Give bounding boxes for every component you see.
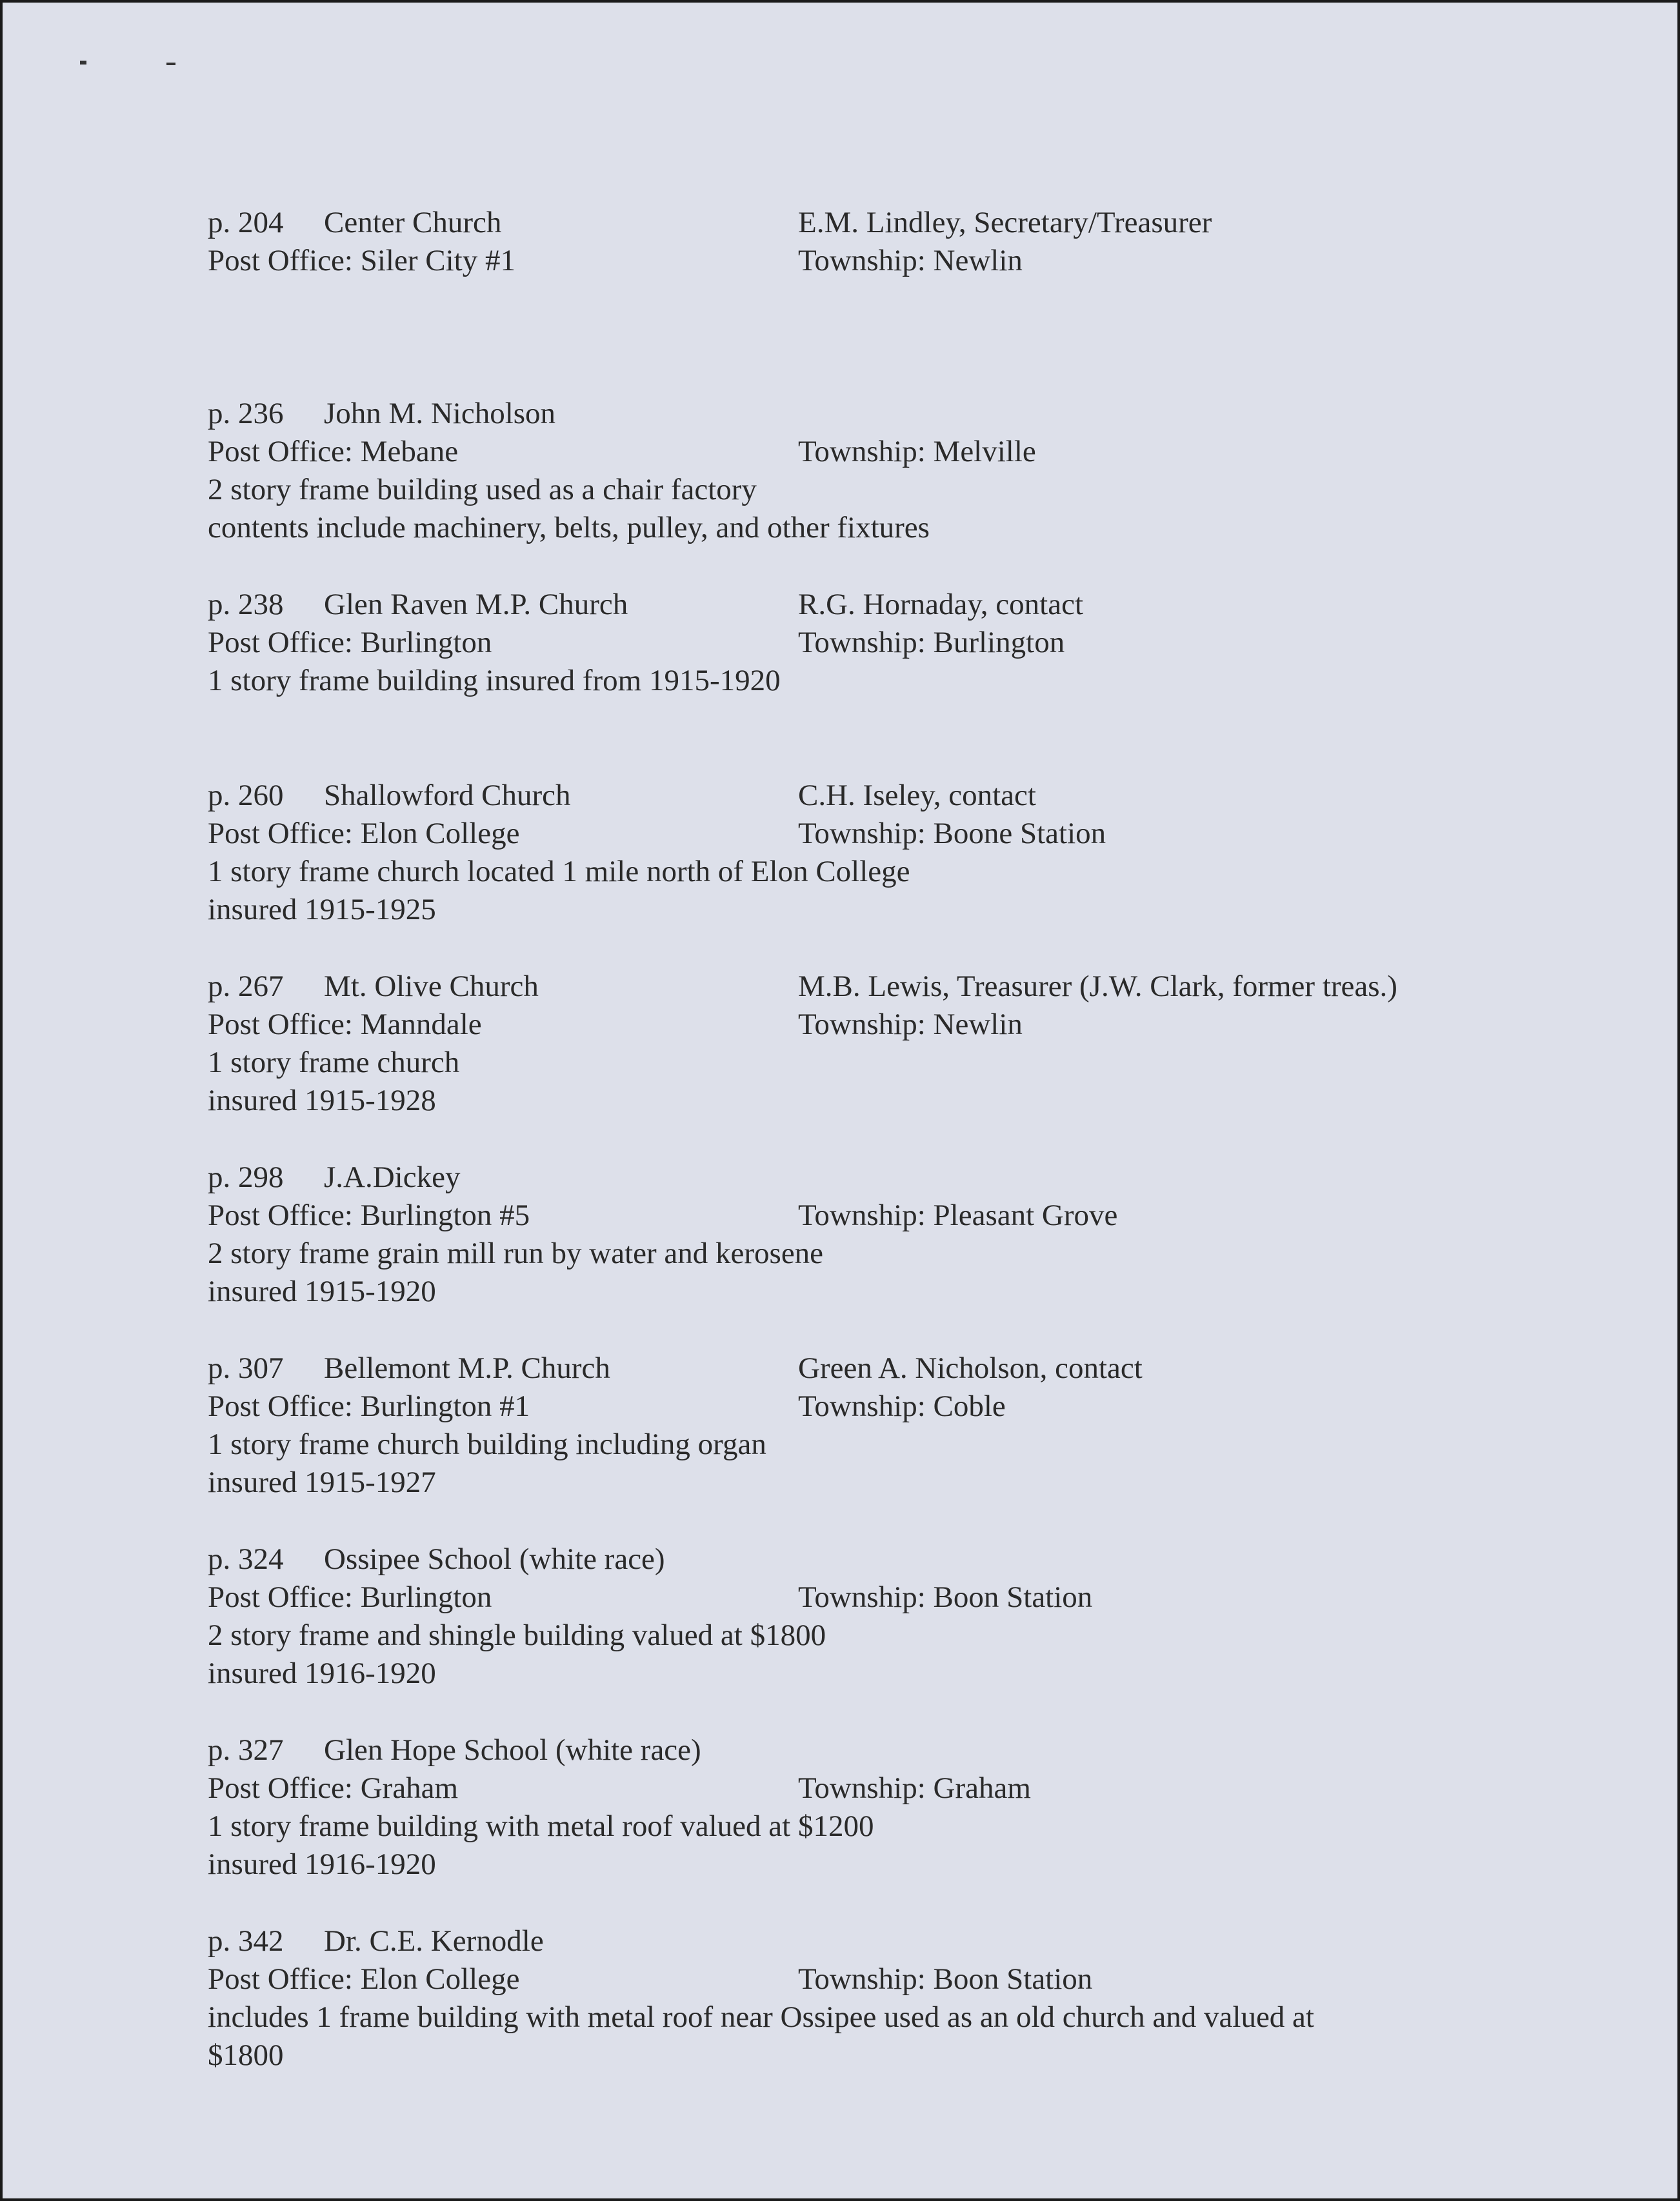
entry-header <box>208 586 1640 624</box>
entry-note: 1 story frame church building including organ <box>208 1428 766 1461</box>
entry-location <box>208 1960 1640 1998</box>
entry-note: insured 1916-1920 <box>208 1847 436 1881</box>
scan-mark <box>166 63 175 65</box>
entry <box>208 204 1640 395</box>
entry-note: 2 story frame and shingle building valued at $1800 <box>208 1618 826 1652</box>
entry-note: insured 1916-1920 <box>208 1657 436 1690</box>
township: Township: Coble <box>798 1389 1006 1423</box>
township: Township: Melville <box>798 435 1036 468</box>
township: Township: Boone Station <box>798 817 1106 850</box>
entry-location <box>208 815 1640 853</box>
entry-location <box>208 1769 1640 1808</box>
page-number: p. 324 <box>208 1542 284 1576</box>
entry-header <box>208 1159 1640 1197</box>
entry-note: insured 1915-1920 <box>208 1275 436 1308</box>
entry-contact: R.G. Hornaday, contact <box>798 588 1084 621</box>
township: Township: Newlin <box>798 1008 1023 1041</box>
entry-note: 2 story frame grain mill run by water and kerosene <box>208 1237 824 1270</box>
post-office: Post Office: Burlington <box>208 1580 492 1614</box>
post-office: Post Office: Mebane <box>208 435 459 468</box>
entry-name: John M. Nicholson <box>324 397 556 430</box>
entry-location <box>208 624 1640 662</box>
entry-name: J.A.Dickey <box>324 1160 461 1194</box>
entry-name: Dr. C.E. Kernodle <box>324 1924 544 1958</box>
entry-name: Mt. Olive Church <box>324 970 539 1003</box>
post-office: Post Office: Burlington #1 <box>208 1389 530 1423</box>
entry-note: 1 story frame church located 1 mile north of Elon College <box>208 855 910 888</box>
page-number: p. 307 <box>208 1351 284 1385</box>
entry-header <box>208 395 1640 433</box>
entry <box>208 1922 1640 2113</box>
entry-header <box>208 204 1640 242</box>
post-office: Post Office: Graham <box>208 1771 459 1805</box>
entry <box>208 777 1640 968</box>
scan-mark <box>80 61 86 65</box>
page-number: p. 327 <box>208 1733 284 1767</box>
page-number: p. 298 <box>208 1160 284 1194</box>
entry-note: includes 1 frame building with metal roof near Ossipee used as an old church and valued at <box>208 2000 1314 2034</box>
entry <box>208 1349 1640 1540</box>
page-number: p. 342 <box>208 1924 284 1958</box>
township: Township: Burlington <box>798 626 1065 659</box>
post-office: Post Office: Burlington #5 <box>208 1199 530 1232</box>
entry-note: contents include machinery, belts, pulley, and other fixtures <box>208 511 930 544</box>
entry-location <box>208 1197 1640 1235</box>
entry <box>208 395 1640 586</box>
entry-note: insured 1915-1927 <box>208 1466 436 1499</box>
entry-contact: E.M. Lindley, Secretary/Treasurer <box>798 206 1212 239</box>
entry-location <box>208 433 1640 471</box>
entry-name: Glen Raven M.P. Church <box>324 588 628 621</box>
entry-contact: M.B. Lewis, Treasurer (J.W. Clark, former treas.) <box>798 970 1397 1003</box>
township: Township: Graham <box>798 1771 1031 1805</box>
entry-contact: Green A. Nicholson, contact <box>798 1351 1143 1385</box>
page-number: p. 236 <box>208 397 284 430</box>
document-page <box>3 3 1677 2198</box>
post-office: Post Office: Manndale <box>208 1008 482 1041</box>
township: Township: Boon Station <box>798 1580 1093 1614</box>
entry-header <box>208 1922 1640 1960</box>
entry-location <box>208 1388 1640 1426</box>
entry-note: 1 story frame building insured from 1915-1920 <box>208 664 781 697</box>
post-office: Post Office: Siler City #1 <box>208 244 515 277</box>
township: Township: Boon Station <box>798 1962 1093 1996</box>
page-number: p. 267 <box>208 970 284 1003</box>
entry-header <box>208 1540 1640 1579</box>
entry-note: 1 story frame church <box>208 1046 460 1079</box>
entry-location <box>208 1006 1640 1044</box>
entry-note: 2 story frame building used as a chair factory <box>208 473 757 506</box>
entry <box>208 1540 1640 1731</box>
entry-note: insured 1915-1928 <box>208 1084 436 1117</box>
entry-note: 1 story frame building with metal roof valued at $1200 <box>208 1809 874 1843</box>
entry-header <box>208 968 1640 1006</box>
entry-note: $1800 <box>208 2038 284 2072</box>
entry-header <box>208 1731 1640 1769</box>
entry-location <box>208 242 1640 280</box>
entry-contact: C.H. Iseley, contact <box>798 779 1036 812</box>
page-number: p. 260 <box>208 779 284 812</box>
entry-name: Center Church <box>324 206 502 239</box>
entry-location <box>208 1579 1640 1617</box>
page-number: p. 238 <box>208 588 284 621</box>
entry <box>208 968 1640 1159</box>
entry-note: insured 1915-1925 <box>208 893 436 926</box>
post-office: Post Office: Burlington <box>208 626 492 659</box>
township: Township: Newlin <box>798 244 1023 277</box>
entry-list <box>208 204 1640 2113</box>
entry <box>208 1159 1640 1349</box>
entry-name: Shallowford Church <box>324 779 571 812</box>
post-office: Post Office: Elon College <box>208 1962 520 1996</box>
page-number: p. 204 <box>208 206 284 239</box>
township: Township: Pleasant Grove <box>798 1199 1118 1232</box>
entry-header <box>208 1349 1640 1388</box>
entry <box>208 586 1640 777</box>
entry-name: Bellemont M.P. Church <box>324 1351 610 1385</box>
post-office: Post Office: Elon College <box>208 817 520 850</box>
entry-header <box>208 777 1640 815</box>
entry-name: Glen Hope School (white race) <box>324 1733 701 1767</box>
entry-name: Ossipee School (white race) <box>324 1542 665 1576</box>
entry <box>208 1731 1640 1922</box>
